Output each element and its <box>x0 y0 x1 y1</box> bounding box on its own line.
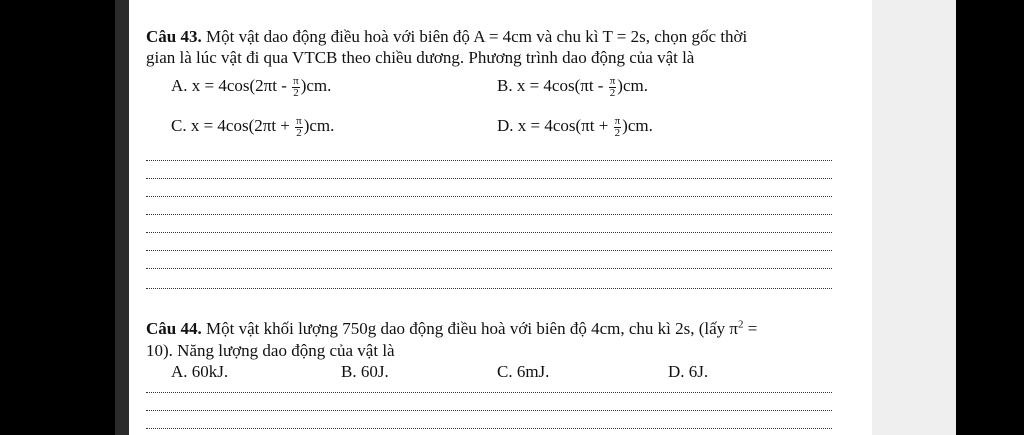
answer-line <box>146 232 832 233</box>
answer-line <box>146 392 832 393</box>
q44-label: Câu 44. <box>146 319 202 338</box>
q43-option-a[interactable]: A. x = 4cos(2πt - $\frac{\pi}{2}$ )cm. <box>171 74 332 99</box>
q44-option-a[interactable]: A. 60kJ. <box>171 362 229 381</box>
page-shadow-left <box>115 0 129 435</box>
answer-line <box>146 288 832 289</box>
page-shadow-right <box>872 0 956 435</box>
q44-option-d[interactable]: D. 6J. <box>668 362 709 381</box>
q44-option-b[interactable]: B. 60J. <box>341 362 389 381</box>
q43-option-b[interactable]: B. x = 4cos(πt - $\frac{\pi}{2}$ )cm. <box>497 74 648 99</box>
answer-line <box>146 410 832 411</box>
pi-over-2-fraction: $\frac{\pi}{2}$ <box>293 74 299 99</box>
q43-stem-line2: gian là lúc vật đi qua VTCB theo chiều dương. Phương trình dao động của vật là <box>146 48 695 67</box>
document-page <box>129 0 872 435</box>
q44-stem-line2: 10). Năng lượng dao động của vật là <box>146 341 395 360</box>
pi-over-2-fraction: $\frac{\pi}{2}$ <box>614 114 621 139</box>
answer-line <box>146 268 832 269</box>
q43-label: Câu 43. <box>146 27 202 46</box>
q44-option-c[interactable]: C. 6mJ. <box>497 362 550 381</box>
answer-line <box>146 178 832 179</box>
right-background <box>956 0 1024 435</box>
left-background <box>0 0 115 435</box>
q43-option-c[interactable]: C. x = 4cos(2πt + $\frac{\pi}{2}$ )cm. <box>171 114 335 139</box>
q44-stem-line1: Câu 44. Một vật khối lượng 750g dao động điều hoà với biên độ 4cm, chu kì 2s, (lấy $\pi^2$ = <box>146 318 758 338</box>
q43-stem-line1 <box>146 26 747 48</box>
answer-line <box>146 214 832 215</box>
answer-line <box>146 250 832 251</box>
q43-option-d[interactable]: D. x = 4cos(πt + $\frac{\pi}{2}$ )cm. <box>497 114 653 139</box>
q43-text-line1: Một vật dao động điều hoà với biên độ A = 4cm và chu kì T = 2s, chọn gốc thời <box>201 27 748 46</box>
pi-over-2-fraction: $\frac{\pi}{2}$ <box>609 74 616 99</box>
answer-line <box>146 428 832 429</box>
answer-line <box>146 196 832 197</box>
answer-line <box>146 160 832 161</box>
pi-over-2-fraction: $\frac{\pi}{2}$ <box>296 114 302 139</box>
